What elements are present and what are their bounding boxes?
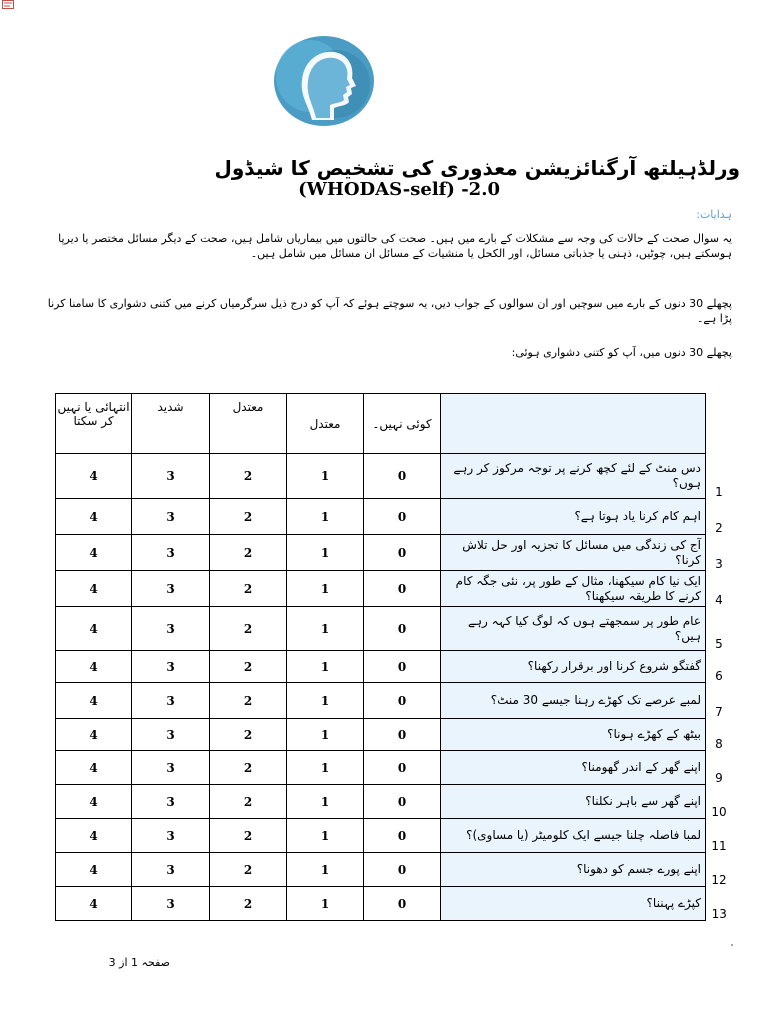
question-number: 2 [715, 520, 723, 535]
question-number: 6 [715, 668, 723, 683]
instructions-paragraph-2: پچھلے 30 دنوں کے بارے میں سوچیں اور ان سوالوں کے جواب دیں، یہ سوچتے ہوئے کہ آپ کو درج ذیل سرگرمیاں کرنے میں کتنی دشواری کا سامنا کرنا پڑا ہے۔ [47, 297, 732, 325]
question-number: 12 [711, 872, 727, 887]
question-text: ایک نیا کام سیکھنا، مثال کے طور پر، نئی جگہ کام کرنے کا طریقہ سیکھنا؟ [441, 571, 706, 607]
score-cell-0[interactable]: 0 [364, 607, 441, 651]
table-row [56, 751, 733, 785]
question-text: اپنے گھر سے باہر نکلنا؟ [441, 785, 706, 819]
question-number: 13 [711, 906, 727, 921]
score-cell-2[interactable]: 2 [210, 454, 287, 499]
table-row [56, 683, 733, 719]
pdf-icon [2, 0, 14, 9]
whodas-table [55, 393, 733, 921]
question-text: لمبا فاصلہ چلنا جیسے ایک کلومیٹر (یا مساوی)؟ [441, 819, 706, 853]
score-cell-3[interactable]: 3 [132, 819, 210, 853]
score-cell-3[interactable]: 3 [132, 651, 210, 683]
page-artifact [731, 944, 733, 946]
score-cell-3[interactable]: 3 [132, 571, 210, 607]
instructions-label: ہدایات: [696, 208, 732, 221]
table-row [56, 454, 733, 499]
score-cell-3[interactable]: 3 [132, 719, 210, 751]
score-cell-1[interactable]: 1 [287, 853, 364, 887]
score-cell-0[interactable]: 0 [364, 651, 441, 683]
score-cell-1[interactable]: 1 [287, 887, 364, 921]
page-footer: صفحہ 1 از 3 [108, 956, 170, 969]
score-cell-1[interactable]: 1 [287, 651, 364, 683]
table-row [56, 853, 733, 887]
score-cell-2[interactable]: 2 [210, 719, 287, 751]
score-cell-4[interactable]: 4 [56, 853, 132, 887]
question-text: لمبے عرصے تک کھڑے رہنا جیسے 30 منٹ؟ [441, 683, 706, 719]
score-cell-1[interactable]: 1 [287, 719, 364, 751]
question-text: کپڑے پہننا؟ [441, 887, 706, 921]
score-cell-2[interactable]: 2 [210, 651, 287, 683]
question-number: 9 [715, 770, 723, 785]
score-cell-4[interactable]: 4 [56, 535, 132, 571]
question-number: 1 [715, 484, 723, 499]
score-cell-4[interactable]: 4 [56, 607, 132, 651]
question-number: 4 [715, 592, 723, 607]
score-cell-0[interactable]: 0 [364, 683, 441, 719]
score-cell-1[interactable]: 1 [287, 499, 364, 535]
question-number: 11 [711, 838, 727, 853]
table-row [56, 571, 733, 607]
question-number: 8 [715, 736, 723, 751]
table-row [56, 719, 733, 751]
table-row [56, 535, 733, 571]
score-cell-0[interactable]: 0 [364, 853, 441, 887]
score-cell-0[interactable]: 0 [364, 535, 441, 571]
score-cell-3[interactable]: 3 [132, 887, 210, 921]
score-cell-0[interactable]: 0 [364, 499, 441, 535]
score-cell-3[interactable]: 3 [132, 853, 210, 887]
score-cell-3[interactable]: 3 [132, 535, 210, 571]
score-cell-4[interactable]: 4 [56, 499, 132, 535]
score-cell-4[interactable]: 4 [56, 683, 132, 719]
table-row [56, 819, 733, 853]
score-cell-4[interactable]: 4 [56, 785, 132, 819]
header-mild: معتدل [287, 394, 364, 454]
score-cell-1[interactable]: 1 [287, 571, 364, 607]
question-text: بیٹھ کے کھڑے ہونا؟ [441, 719, 706, 751]
header-none: کوئی نہیں۔ [364, 394, 441, 454]
question-number: 5 [715, 636, 723, 651]
question-number: 7 [715, 704, 723, 719]
table-row [56, 607, 733, 651]
table-row [56, 499, 733, 535]
question-number: 10 [711, 804, 727, 819]
score-cell-4[interactable]: 4 [56, 651, 132, 683]
score-cell-3[interactable]: 3 [132, 499, 210, 535]
table-row [56, 785, 733, 819]
score-cell-0[interactable]: 0 [364, 887, 441, 921]
score-cell-2[interactable]: 2 [210, 751, 287, 785]
header-num-blank [706, 394, 733, 454]
score-cell-4[interactable]: 4 [56, 571, 132, 607]
score-cell-3[interactable]: 3 [132, 607, 210, 651]
who-logo-icon [272, 34, 376, 128]
score-cell-2[interactable]: 2 [210, 571, 287, 607]
score-cell-0[interactable]: 0 [364, 454, 441, 499]
question-text: اپنے پورے جسم کو دھونا؟ [441, 853, 706, 887]
header-severe: شدید [132, 394, 210, 454]
question-number: 3 [715, 556, 723, 571]
score-cell-4[interactable]: 4 [56, 454, 132, 499]
header-extreme: انتہائی یا نہیں کر سکتا [56, 394, 132, 454]
score-cell-1[interactable]: 1 [287, 785, 364, 819]
score-cell-1[interactable]: 1 [287, 683, 364, 719]
table-row [56, 651, 733, 683]
score-cell-0[interactable]: 0 [364, 819, 441, 853]
table-row [56, 887, 733, 921]
question-text: گفتگو شروع کرنا اور برقرار رکھنا؟ [441, 651, 706, 683]
score-cell-2[interactable]: 2 [210, 683, 287, 719]
score-cell-1[interactable]: 1 [287, 751, 364, 785]
header-question-blank [441, 394, 706, 454]
score-cell-1[interactable]: 1 [287, 454, 364, 499]
score-cell-2[interactable]: 2 [210, 535, 287, 571]
score-cell-3[interactable]: 3 [132, 454, 210, 499]
score-cell-0[interactable]: 0 [364, 785, 441, 819]
instructions-paragraph-3: پچھلے 30 دنوں میں، آپ کو کتنی دشواری ہوئی: [511, 346, 732, 359]
question-text: آج کی زندگی میں مسائل کا تجزیہ اور حل تلاش کرنا؟ [441, 535, 706, 571]
document-title-urdu: ورلڈہیلتھ آرگنائزیشن معذوری کی تشخیص کا شیڈول [214, 156, 740, 180]
score-cell-4[interactable]: 4 [56, 719, 132, 751]
score-cell-2[interactable]: 2 [210, 607, 287, 651]
instructions-paragraph-1: یہ سوال صحت کے حالات کی وجہ سے مشکلات کے بارے میں ہیں۔ صحت کی حالتوں میں بیماریاں شامل ہیں، صحت کے دیگر مسائل مختصر یا دیرپا ہوسکتے ہیں، چوٹیں، ذہنی یا جذباتی مسائل، اور الکحل یا منشیات کے مسائل ان مسائل میں شامل ہیں۔ [58, 232, 732, 260]
score-cell-3[interactable]: 3 [132, 751, 210, 785]
score-cell-2[interactable]: 2 [210, 853, 287, 887]
document-title-english: (WHODAS-self) -2.0 [298, 179, 500, 200]
table-header-row [56, 394, 733, 454]
score-cell-3[interactable]: 3 [132, 683, 210, 719]
score-cell-4[interactable]: 4 [56, 819, 132, 853]
header-moderate: معتدل [210, 394, 287, 454]
score-cell-0[interactable]: 0 [364, 571, 441, 607]
question-text: عام طور پر سمجھتے ہوں کہ لوگ کیا کہہ رہے ہیں؟ [441, 607, 706, 651]
score-cell-2[interactable]: 2 [210, 785, 287, 819]
score-cell-2[interactable]: 2 [210, 819, 287, 853]
score-cell-4[interactable]: 4 [56, 751, 132, 785]
question-text: اپنے گھر کے اندر گھومنا؟ [441, 751, 706, 785]
question-text: دس منٹ کے لئے کچھ کرنے پر توجہ مرکوز کر رہے ہوں؟ [441, 454, 706, 499]
score-cell-4[interactable]: 4 [56, 887, 132, 921]
score-cell-1[interactable]: 1 [287, 535, 364, 571]
score-cell-0[interactable]: 0 [364, 751, 441, 785]
score-cell-3[interactable]: 3 [132, 785, 210, 819]
score-cell-2[interactable]: 2 [210, 499, 287, 535]
question-text: اہم کام کرنا یاد ہوتا ہے؟ [441, 499, 706, 535]
score-cell-2[interactable]: 2 [210, 887, 287, 921]
score-cell-1[interactable]: 1 [287, 819, 364, 853]
score-cell-1[interactable]: 1 [287, 607, 364, 651]
score-cell-0[interactable]: 0 [364, 719, 441, 751]
